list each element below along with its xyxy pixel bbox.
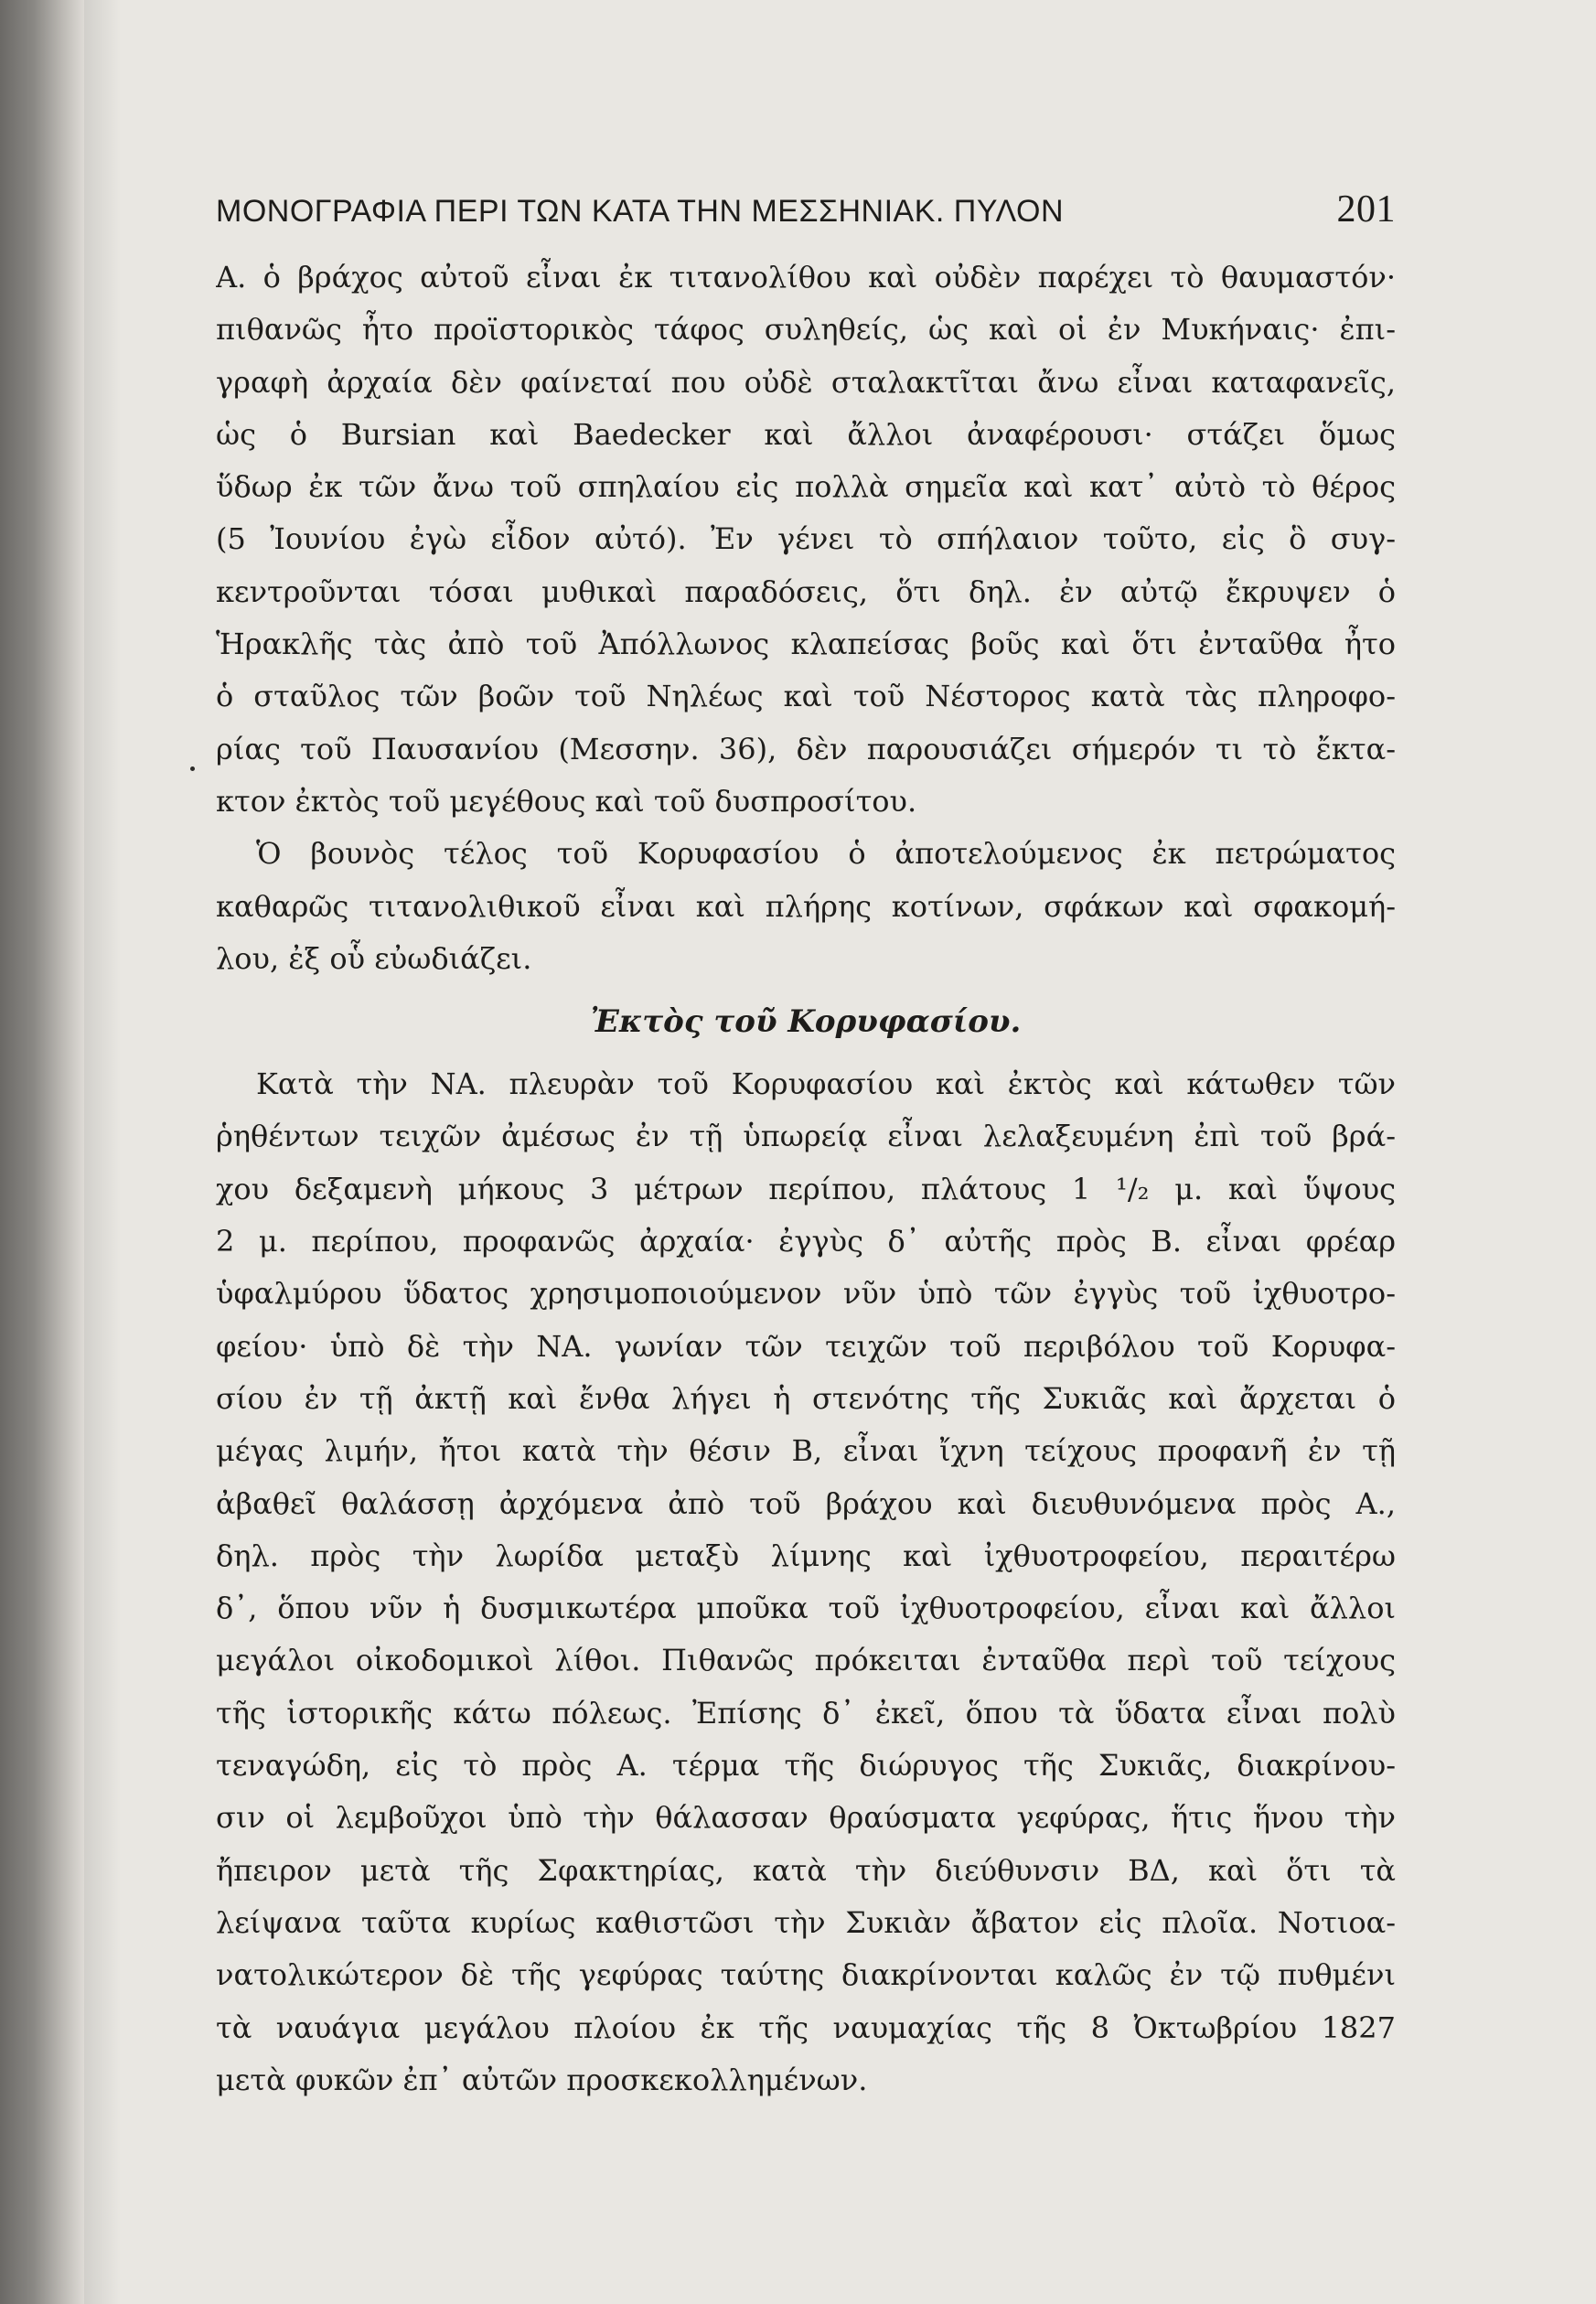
text-line: Κατὰ τὴν ΝΑ. πλευρὰν τοῦ Κορυφασίου καὶ ἐκτὸς καὶ κάτωθεν τῶν	[256, 1066, 1396, 1102]
book-binding-edge	[0, 0, 84, 2304]
text-line: (5 Ἰουνίου ἐγὼ εἶδον αὐτό). Ἐν γένει τὸ σπήλαιον τοῦτο, εἰς ὃ συγ-	[216, 521, 1396, 557]
text-line: νατολικώτερον δὲ τῆς γεφύρας ταύτης διακρίνονται καλῶς ἐν τῷ πυθμένι	[216, 1957, 1396, 1993]
text-line: κτον ἐκτὸς τοῦ μεγέθους καὶ τοῦ δυσπροσίτου.	[216, 783, 917, 819]
text-line: ἤπειρον μετὰ τῆς Σφακτηρίας, κατὰ τὴν διεύθυνσιν ΒΔ, καὶ ὅτι τὰ	[216, 1852, 1396, 1888]
text-line: Α. ὁ βράχος αὐτοῦ εἶναι ἐκ τιτανολίθου καὶ οὐδὲν παρέχει τὸ θαυμαστόν·	[216, 260, 1396, 295]
text-line: δ᾽, ὅπου νῦν ἡ δυσμικωτέρα μποῦκα τοῦ ἰχθυοτροφείου, εἶναι καὶ ἄλλοι	[216, 1591, 1396, 1626]
text-line: ἀβαθεῖ θαλάσσῃ ἀρχόμενα ἀπὸ τοῦ βράχου καὶ διευθυνόμενα πρὸς Α.,	[216, 1485, 1396, 1521]
text-line: χου δεξαμενὴ μήκους 3 μέτρων περίπου, πλάτους 1 ¹/₂ μ. καὶ ὕψους	[216, 1171, 1396, 1206]
gutter-shadow	[84, 0, 121, 2304]
margin-mark	[190, 766, 195, 771]
text-line: τῆς ἱστορικῆς κάτω πόλεως. Ἐπίσης δ᾽ ἐκεῖ, ὅπου τὰ ὕδατα εἶναι πολὺ	[216, 1695, 1396, 1731]
paragraph-cave-description	[216, 252, 1396, 828]
text-line: καθαρῶς τιτανολιθικοῦ εἶναι καὶ πλήρης κοτίνων, σφάκων καὶ σφακομή-	[216, 888, 1396, 924]
text-line: ρίας τοῦ Παυσανίου (Μεσσην. 36), δὲν παρουσιάζει σήμερόν τι τὸ ἔκτα-	[216, 731, 1396, 766]
text-line: μεγάλοι οἰκοδομικοὶ λίθοι. Πιθανῶς πρόκειται ἐνταῦθα περὶ τοῦ τείχους	[216, 1643, 1396, 1678]
text-line: μέγας λιμήν, ἤτοι κατὰ τὴν θέσιν Β, εἶναι ἴχνη τείχους προφανῆ ἐν τῇ	[216, 1433, 1396, 1469]
text-line: ὑφαλμύρου ὕδατος χρησιμοποιούμενον νῦν ὑπὸ τῶν ἐγγὺς τοῦ ἰχθυοτρο-	[216, 1276, 1396, 1312]
text-line: ὕδωρ ἐκ τῶν ἄνω τοῦ σπηλαίου εἰς πολλὰ σημεῖα καὶ κατ᾽ αὐτὸ τὸ θέρος	[216, 469, 1396, 505]
page-header	[216, 188, 1396, 246]
text-line: δηλ. πρὸς τὴν λωρίδα μεταξὺ λίμνης καὶ ἰχθυοτροφείου, περαιτέρω	[216, 1538, 1396, 1573]
text-line: μετὰ φυκῶν ἐπ᾽ αὐτῶν προσκεκολλημένων.	[216, 2062, 868, 2097]
text-line: Ἡρακλῆς τὰς ἀπὸ τοῦ Ἀπόλλωνος κλαπείσας βοῦς καὶ ὅτι ἐνταῦθα ἦτο	[216, 627, 1396, 662]
text-line: σιν οἱ λεμβοῦχοι ὑπὸ τὴν θάλασσαν θραύσματα γεφύρας, ἥτις ἥνου τὴν	[216, 1800, 1396, 1836]
text-line: ὡς ὁ Bursian καὶ Baedecker καὶ ἄλλοι ἀναφέρουσι· στάζει ὅμως	[216, 416, 1396, 452]
paragraph-outside-koryphasion	[216, 1058, 1396, 2106]
text-line: γραφὴ ἀρχαία δὲν φαίνεταί που οὐδὲ σταλακτῖται ἄνω εἶναι καταφανεῖς,	[216, 364, 1396, 400]
text-line: 2 μ. περίπου, προφανῶς ἀρχαία· ἐγγὺς δ᾽ αὐτῆς πρὸς Β. εἶναι φρέαρ	[216, 1224, 1396, 1259]
page-number: 201	[1336, 188, 1396, 230]
text-line: πιθανῶς ἦτο προϊστορικὸς τάφος συληθείς, ὡς καὶ οἱ ἐν Μυκήναις· ἐπι-	[216, 312, 1396, 348]
text-line: κεντροῦνται τόσαι μυθικαὶ παραδόσεις, ὅτι δηλ. ἐν αὐτῷ ἔκρυψεν ὁ	[216, 573, 1396, 609]
text-line: ὁ σταῦλος τῶν βοῶν τοῦ Νηλέως καὶ τοῦ Νέστορος κατὰ τὰς πληροφο-	[216, 679, 1396, 714]
body-text	[216, 252, 1396, 2106]
text-line: τὰ ναυάγια μεγάλου πλοίου ἐκ τῆς ναυμαχίας τῆς 8 Ὀκτωβρίου 1827	[216, 2009, 1396, 2045]
text-line: σίου ἐν τῇ ἀκτῇ καὶ ἔνθα λήγει ἡ στενότης τῆς Συκιᾶς καὶ ἄρχεται ὁ	[216, 1380, 1396, 1416]
book-page	[216, 188, 1396, 2106]
text-line: λου, ἐξ οὗ εὐωδιάζει.	[216, 940, 532, 976]
text-line: τεναγώδη, εἰς τὸ πρὸς Α. τέρμα τῆς διώρυγος τῆς Συκιᾶς, διακρίνου-	[216, 1748, 1396, 1784]
text-line: Ὁ βουνὸς τέλος τοῦ Κορυφασίου ὁ ἀποτελούμενος ἐκ πετρώματος	[256, 836, 1396, 872]
text-line: φείου· ὑπὸ δὲ τὴν ΝΑ. γωνίαν τῶν τειχῶν τοῦ περιβόλου τοῦ Κορυφα-	[216, 1328, 1396, 1364]
text-line: λείψανα ταῦτα κυρίως καθιστῶσι τὴν Συκιὰν ἄβατον εἰς πλοῖα. Νοτιοα-	[216, 1904, 1396, 1940]
running-title: ΜΟΝΟΓΡΑΦΙΑ ΠΕΡΙ ΤΩΝ ΚΑΤΑ ΤΗΝ ΜΕΣΣΗΝΙΑΚ. ΠΥΛΟΝ	[216, 194, 1065, 229]
paragraph-mountain	[216, 828, 1396, 985]
text-line: ῥηθέντων τειχῶν ἀμέσως ἐν τῇ ὑπωρείᾳ εἶναι λελαξευμένη ἐπὶ τοῦ βρά-	[216, 1119, 1396, 1154]
section-heading: Ἐκτὸς τοῦ Κορυφασίου.	[590, 1003, 1022, 1041]
